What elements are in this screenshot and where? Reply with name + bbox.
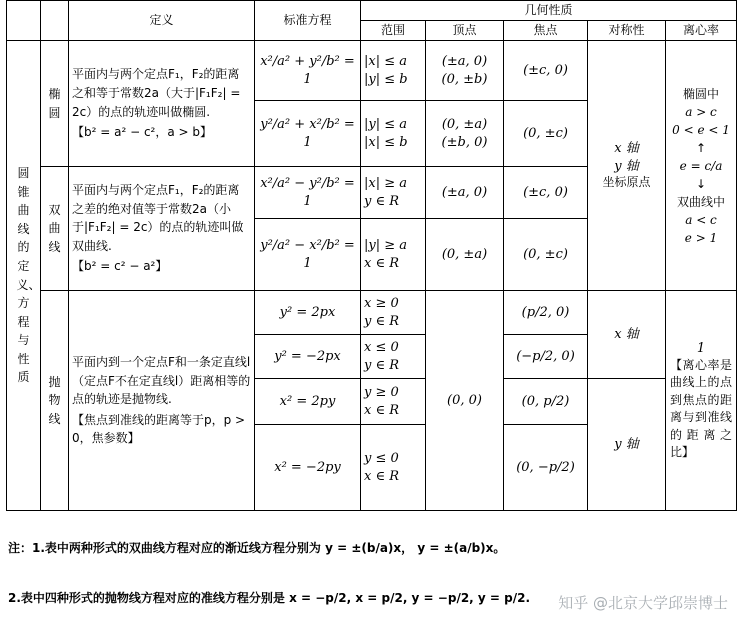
hyperbola-vertex-2: (0, ±a) xyxy=(426,219,504,291)
parabola-equation-3: x² = 2py xyxy=(255,379,361,425)
side-title-text: 圆锥曲线的定义、方程与性质 xyxy=(16,165,41,385)
parabola-definition-cell xyxy=(69,291,255,511)
ellipse-definition: 平面内与两个定点F₁，F₂的距离之和等于常数2a（大于|F₁F₂| = 2c）的点的轨迹叫做椭圆. xyxy=(72,67,241,119)
ellipse-range-1: |x| ≤ a |y| ≤ b xyxy=(361,41,426,101)
ellipse-vertex-1: (±a, 0) (0, ±b) xyxy=(426,41,504,101)
parabola-range-2: x ≤ 0 y ∈ R xyxy=(361,335,426,379)
parabola-focus-1: (p/2, 0) xyxy=(504,291,588,335)
ecc-ellipse-cond2: 0 < e < 1 xyxy=(672,122,730,137)
hyperbola-focus-2: (0, ±c) xyxy=(504,219,588,291)
ellipse-equation-1: x²/a² + y²/b² = 1 xyxy=(255,41,361,101)
symmetry-x-axis: x 轴 xyxy=(614,141,639,157)
hyperbola-definition-cell xyxy=(69,167,255,291)
watermark: 知乎 @北京大学邱崇博士 xyxy=(558,594,728,612)
parabola-focus-4: (0, −p/2) xyxy=(504,425,588,511)
ellipse-range-2: |y| ≤ a |x| ≤ b xyxy=(361,101,426,167)
header-symmetry: 对称性 xyxy=(588,21,666,41)
note-2: 2.表中四种形式的抛物线方程对应的准线方程分别是 x = −p/2, x = p/2, y = −p/2, y = p/2. xyxy=(8,591,531,605)
ellipse-name: 椭圆 xyxy=(41,41,69,167)
symmetry-origin: 坐标原点 xyxy=(602,175,651,190)
header-range: 范围 xyxy=(361,21,426,41)
header-vertex: 顶点 xyxy=(426,21,504,41)
ecc-ellipse-cond1: a > c xyxy=(685,104,717,119)
hyperbola-range-1: |x| ≥ a y ∈ R xyxy=(361,167,426,219)
header-definition: 定义 xyxy=(69,1,255,41)
conic-symmetry-cell xyxy=(588,41,666,291)
parabola-equation-2: y² = −2px xyxy=(255,335,361,379)
header-standard-equation: 标准方程 xyxy=(255,1,361,41)
hyperbola-equation-1: x²/a² − y²/b² = 1 xyxy=(255,167,361,219)
hyperbola-focus-1: (±c, 0) xyxy=(504,167,588,219)
parabola-equation-4: x² = −2py xyxy=(255,425,361,511)
ecc-down-arrow: ↓ xyxy=(695,176,707,191)
ellipse-relation: 【b² = a² − c²，a > b】 xyxy=(72,125,213,140)
note-1: 注：1.表中两种形式的双曲线方程对应的渐近线方程分别为 y = ±(b/a)x， y = ±(a/b)x。 xyxy=(8,541,506,555)
ecc-up-arrow: ↑ xyxy=(695,140,707,155)
hyperbola-definition: 平面内与两个定点F₁，F₂的距离之差的绝对值等于常数2a（小于|F₁F₂| = 2c）的点的轨迹叫做双曲线. xyxy=(72,183,244,253)
parabola-eccentricity-value: 1 xyxy=(696,340,706,356)
parabola-name: 抛物线 xyxy=(41,291,69,511)
hyperbola-name: 双曲线 xyxy=(41,167,69,291)
header-focus: 焦点 xyxy=(504,21,588,41)
ellipse-vertex-2: (0, ±a) (±b, 0) xyxy=(426,101,504,167)
header-eccentricity: 离心率 xyxy=(666,21,737,41)
parabola-eccentricity-cell xyxy=(666,291,737,511)
parabola-equation-1: y² = 2px xyxy=(255,291,361,335)
header-geometric-properties: 几何性质 xyxy=(361,1,737,21)
parabola-definition: 平面内到一个定点F和一条定直线l（定点F不在定直线l）距离相等的点的轨迹是抛物线. xyxy=(72,355,251,407)
side-title xyxy=(7,41,41,511)
parabola-note: 【焦点到准线的距离等于p，p > 0，焦参数】 xyxy=(72,412,246,446)
corner-cell-2 xyxy=(41,1,69,41)
parabola-symmetry-x: x 轴 xyxy=(588,291,666,379)
ecc-hyperbola-label: 双曲线中 xyxy=(677,194,726,209)
ecc-ellipse-label: 椭圆中 xyxy=(683,86,720,101)
conic-eccentricity-cell xyxy=(666,41,737,291)
hyperbola-vertex-1: (±a, 0) xyxy=(426,167,504,219)
ellipse-definition-cell xyxy=(69,41,255,167)
parabola-range-4: y ≤ 0 x ∈ R xyxy=(361,425,426,511)
hyperbola-relation: 【b² = c² − a²】 xyxy=(72,259,168,274)
parabola-focus-2: (−p/2, 0) xyxy=(504,335,588,379)
hyperbola-range-2: |y| ≥ a x ∈ R xyxy=(361,219,426,291)
ellipse-equation-2: y²/a² + x²/b² = 1 xyxy=(255,101,361,167)
ecc-hyperbola-cond2: e > 1 xyxy=(684,230,718,245)
ecc-hyperbola-cond1: a < c xyxy=(685,212,717,227)
conic-sections-table xyxy=(6,0,737,511)
parabola-vertex: (0, 0) xyxy=(426,291,504,511)
parabola-symmetry-y: y 轴 xyxy=(588,379,666,511)
hyperbola-equation-2: y²/a² − x²/b² = 1 xyxy=(255,219,361,291)
ellipse-focus-1: (±c, 0) xyxy=(504,41,588,101)
parabola-focus-3: (0, p/2) xyxy=(504,379,588,425)
parabola-range-3: y ≥ 0 x ∈ R xyxy=(361,379,426,425)
ecc-formula: e = c/a xyxy=(679,158,723,173)
parabola-eccentricity-note: 【离心率是曲线上的点到焦点的距离与到准线的距离之比】 xyxy=(670,358,733,460)
ellipse-focus-2: (0, ±c) xyxy=(504,101,588,167)
corner-cell xyxy=(7,1,41,41)
symmetry-y-axis: y 轴 xyxy=(614,158,639,174)
table-wrapper xyxy=(6,0,736,511)
parabola-range-1: x ≥ 0 y ∈ R xyxy=(361,291,426,335)
